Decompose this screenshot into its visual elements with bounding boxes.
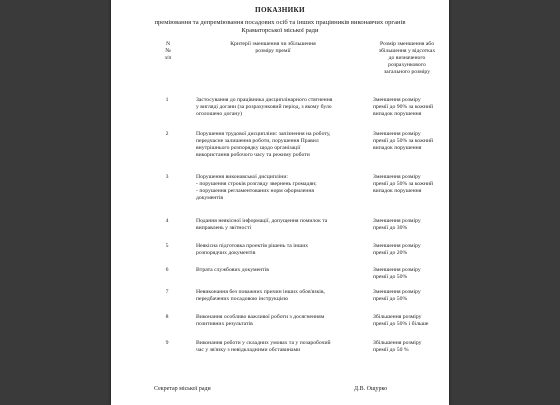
- row-number: 9: [165, 340, 169, 346]
- row-number: 2: [165, 131, 169, 137]
- header-line: Розмір зменшення або: [379, 41, 435, 47]
- size-line: Зменшення розміру: [373, 289, 421, 295]
- size-line: Зменшення розміру: [373, 218, 421, 224]
- size-line: Зменшення розміру: [373, 267, 421, 273]
- row-size: [373, 174, 441, 195]
- row-number: 5: [165, 243, 169, 249]
- criteria-line: позитивних результатів: [196, 320, 253, 327]
- criteria-line: оголошено догану): [196, 110, 243, 117]
- header-line: Критерії зменшення чи збільшення: [230, 41, 316, 47]
- signature-position: Секретар міської ради: [154, 386, 211, 392]
- size-line: Зменшення розміру: [373, 174, 421, 180]
- header-line: до визначеного: [388, 54, 426, 61]
- header-criteria: [203, 41, 343, 55]
- row-size: [373, 267, 441, 281]
- criteria-line: Порушення виконавської дисципліни:: [196, 174, 288, 180]
- row-number: 7: [165, 289, 169, 295]
- criteria-line: Подання неякісної інформації, допущення помилок та: [196, 218, 328, 224]
- document-subtitle: [117, 19, 443, 35]
- criteria-line: Застосування до працівника дисциплінарного стягнення: [196, 97, 333, 103]
- criteria-line: передбачених посадовою інструкцією: [196, 295, 289, 302]
- signature-name: Д.В. Ощурко: [354, 386, 388, 392]
- criteria-line: Втрата службових документів: [196, 267, 269, 273]
- subtitle-line: Краматорської міської ради: [241, 27, 319, 34]
- row-size: [373, 340, 441, 354]
- row-number: 8: [165, 314, 169, 320]
- page-title: ПОКАЗНИКИ: [255, 6, 305, 14]
- row-number: 3: [165, 174, 169, 180]
- row-criteria: [196, 97, 346, 118]
- criteria-line: розпорядчих документів: [196, 249, 256, 256]
- header-line: N: [165, 41, 171, 47]
- criteria-line: внутрішнього розпорядку щодо організації: [196, 144, 301, 151]
- row-criteria: [196, 174, 346, 202]
- header-line: №: [165, 47, 171, 54]
- size-line: Збільшення розміру: [373, 314, 422, 320]
- header-line: з/п: [164, 54, 172, 61]
- row-size: [373, 289, 441, 303]
- criteria-line: використання робочого часу та режиму роботи: [196, 151, 310, 158]
- criteria-line: Невиконання без поважних причин інших обов'язків,: [196, 289, 325, 295]
- size-line: Зменшення розміру: [373, 131, 421, 137]
- criteria-line: Порушення трудової дисципліни: запізнення на роботу,: [196, 131, 331, 137]
- size-line: премії до 50% за кожний: [373, 180, 434, 187]
- size-line: Зменшення розміру: [373, 97, 421, 103]
- row-criteria: [196, 243, 346, 257]
- size-line: випадок порушення: [373, 144, 422, 151]
- criteria-line: час у зв'язку з невідкладними обставинами: [196, 346, 301, 353]
- size-line: премії до 20%: [373, 249, 408, 256]
- subtitle-line: преміювання та депреміювання посадових осіб та інших працівників виконавчих органів: [154, 19, 406, 26]
- row-criteria: [196, 314, 346, 328]
- size-line: премії до 50%: [373, 273, 408, 280]
- criteria-line: Неякісна підготовка проектів рішень та інших: [196, 243, 309, 249]
- row-size: [373, 314, 441, 328]
- header-size: [368, 41, 446, 76]
- criteria-line: - порушення строків розгляду звернень громадян;: [196, 180, 317, 187]
- row-criteria: [196, 131, 346, 159]
- size-line: випадок порушення: [373, 110, 422, 117]
- row-size: [373, 218, 441, 232]
- criteria-line: Виконання особливо важливої роботи з досягненням: [196, 314, 325, 320]
- row-criteria: [196, 340, 346, 354]
- criteria-line: - порушення регламентованих норм оформлення: [196, 187, 314, 194]
- row-size: [373, 97, 441, 118]
- size-line: премії до 50%: [373, 295, 408, 302]
- row-number: 6: [165, 267, 169, 273]
- size-line: Зменшення розміру: [373, 243, 421, 249]
- header-line: загального розміру: [383, 68, 431, 75]
- size-line: премії до 90% за кожний: [373, 103, 434, 110]
- row-size: [373, 131, 441, 152]
- criteria-line: документів: [196, 194, 224, 201]
- criteria-line: Виконання роботи у складних умовах та у позаробочий: [196, 340, 331, 346]
- header-line: розрахункового: [388, 61, 426, 68]
- header-number: [158, 41, 178, 62]
- size-line: випадок порушення: [373, 187, 422, 194]
- row-criteria: [196, 218, 346, 232]
- criteria-line: виправлень у звітності: [196, 224, 252, 231]
- header-line: збільшення у відсотках: [378, 47, 436, 54]
- document-page: [111, 0, 449, 405]
- criteria-line: у вигляді догани (за розрахунковий період, з якому було: [196, 103, 332, 110]
- size-line: премії до 50% і більше: [373, 320, 429, 327]
- row-size: [373, 243, 441, 257]
- size-line: премії до 50 %: [373, 346, 409, 353]
- row-criteria: [196, 267, 346, 274]
- header-line: розміру премії: [255, 47, 291, 54]
- size-line: премії до 50% за кожний: [373, 137, 434, 144]
- criteria-line: передчасне залишення роботи, порушення Правил: [196, 137, 319, 144]
- size-line: Збільшення розміру: [373, 340, 422, 346]
- row-number: 1: [165, 97, 169, 103]
- size-line: премії до 30%: [373, 224, 408, 231]
- row-number: 4: [165, 218, 169, 224]
- row-criteria: [196, 289, 346, 303]
